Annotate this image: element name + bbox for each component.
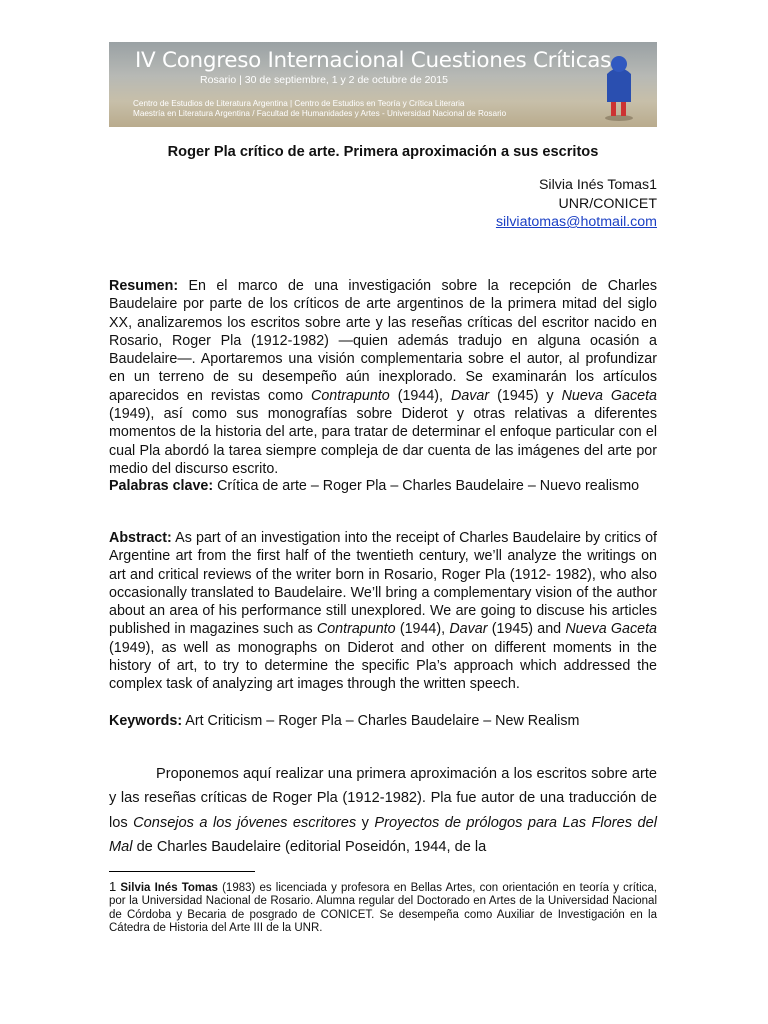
resumen-paragraph: [109, 277, 657, 478]
footnote-text: (1983) es licenciada y profesora en Bellas Artes, con orientación en teoría y crítica, por la Universidad Nacional de Rosario. Alumna regular del Doctorado en Artes de la Universidad Nacional de Córdoba y Becaria de posgrado de CONICET. Se desempeña como Auxiliar de Investigación en la Cátedra de Historia del Arte III de la UNR.: [109, 882, 657, 934]
banner-institutions: [133, 99, 506, 119]
abstract-italic: Davar: [449, 621, 488, 638]
banner-subtitle: Rosario | 30 de septiembre, 1 y 2 de octubre de 2015: [200, 74, 448, 86]
body-paragraph: [109, 762, 657, 859]
footnote: [109, 880, 657, 935]
author-block: [496, 176, 657, 232]
resumen-text: (1944),: [389, 387, 451, 404]
abstract-text: (1949), as well as monographs on Diderot and other on different moments in the history of art, to try to determine the specific Pla’s approach which addressed the complex task of analyzing art images through the written speech.: [109, 639, 657, 693]
palabras-clave-paragraph: [109, 477, 657, 495]
body-italic: Consejos a los jóvenes escritores: [133, 814, 357, 831]
body-text: Proponemos aquí realizar una primera aproximación a los escritos sobre arte y las reseñas críticas de Roger Pla (1912-1982). Pla fue autor de una traducción de los: [109, 766, 657, 831]
abstract-label: Abstract:: [109, 530, 172, 546]
resumen-italic: Nueva Gaceta: [561, 387, 657, 404]
banner-title: IV Congreso Internacional Cuestiones Críticas: [135, 48, 611, 73]
author-affiliation: UNR/CONICET: [558, 195, 657, 212]
abstract-italic: Nueva Gaceta: [565, 621, 657, 638]
banner-institutions-line1: Centro de Estudios de Literatura Argentina | Centro de Estudios en Teoría y Crítica Literaria: [133, 99, 465, 108]
footnote-divider: [109, 871, 255, 872]
keywords-paragraph: [109, 712, 657, 730]
author-email-link[interactable]: silviatomas@hotmail.com: [495, 214, 657, 230]
paper-title: Roger Pla crítico de arte. Primera aproximación a sus escritos: [167, 144, 599, 160]
resumen-label: Resumen:: [109, 278, 179, 294]
abstract-paragraph: [109, 529, 657, 694]
abstract-text: (1945) and: [487, 621, 566, 638]
resumen-text: (1949), así como sus monografías sobre Diderot y otras relativas a diferentes momentos de la historia del arte, para tratar de determinar el enfoque particular con el cual Pla abordó la tarea siempre compleja de dar cuenta de las imágenes del arte por medio del discurso escrito.: [109, 406, 657, 477]
footnote-name: Silvia Inés Tomas: [120, 882, 218, 894]
resumen-italic: Contrapunto: [311, 387, 390, 404]
footnote-number: 1: [109, 879, 117, 894]
toy-figure-icon: [599, 52, 639, 122]
keywords-label: Keywords:: [109, 713, 183, 729]
resumen-italic: Davar: [451, 387, 490, 404]
banner-institutions-line2: Maestría en Literatura Argentina / Facultad de Humanidades y Artes - Universidad Nacional de Rosario: [133, 109, 507, 118]
keywords-text: Art Criticism – Roger Pla – Charles Baudelaire – New Realism: [182, 713, 580, 729]
palabras-clave-text: Crítica de arte – Roger Pla – Charles Baudelaire – Nuevo realismo: [213, 478, 640, 494]
resumen-text: En el marco de una investigación sobre la recepción de Charles Baudelaire por parte de los críticos de arte argentinos de la primera mitad del siglo XX, analizaremos los escritos sobre arte y las reseñas críticas del escritor nacido en Rosario, Roger Pla (1912-1982) —quien además tradujo en alguna ocasión a Baudelaire—. Aportaremos una visión complementaria sobre el autor, al profundizar en un terreno de su desempeño aún inexplorado. Se examinarán los artículos aparecidos en revistas como: [109, 278, 657, 404]
resumen-text: (1945) y: [489, 387, 562, 404]
abstract-text: As part of an investigation into the receipt of Charles Baudelaire by critics of Argentine art from the first half of the twentieth century, we’ll analyze the writings on art and critical reviews of the writer born in Rosario, Roger Pla (1912- 1982), who also occasionally translated to Baudelaire. We’ll bring a complementary vision of the author about an area of his performance still unexplored. We are going to discuse his articles published in magazines such as: [109, 530, 657, 638]
body-italic: Proyectos de prólogos para Las Flores del Mal: [109, 814, 657, 855]
abstract-italic: Contrapunto: [316, 621, 396, 638]
abstract-text: (1944),: [395, 621, 450, 638]
palabras-clave-label: Palabras clave:: [109, 478, 214, 494]
body-text: de Charles Baudelaire (editorial Poseidón, 1944, de la: [132, 838, 487, 855]
body-text: y: [356, 814, 375, 831]
author-name: Silvia Inés Tomas1: [538, 177, 657, 193]
conference-banner: [109, 42, 657, 127]
